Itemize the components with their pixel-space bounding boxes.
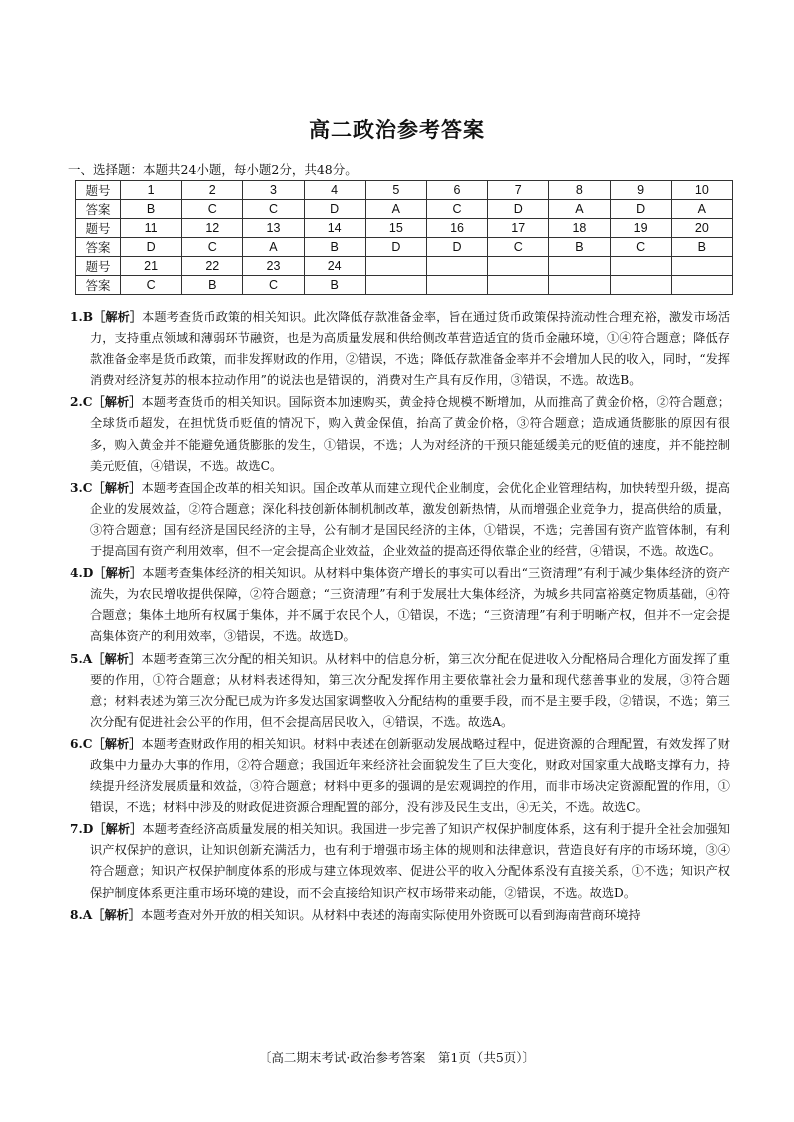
row-label: 答案 bbox=[76, 238, 121, 257]
table-cell: D bbox=[121, 238, 182, 257]
question-label: 3.C［解析］ bbox=[70, 480, 142, 495]
table-cell: B bbox=[671, 238, 732, 257]
table-cell: B bbox=[121, 200, 182, 219]
table-cell bbox=[671, 257, 732, 276]
table-cell: 5 bbox=[365, 181, 426, 200]
explanation-item bbox=[70, 392, 730, 476]
explanation-item bbox=[70, 819, 730, 903]
row-label: 答案 bbox=[76, 200, 121, 219]
table-cell: C bbox=[182, 238, 243, 257]
table-cell: 11 bbox=[121, 219, 182, 238]
table-cell: C bbox=[121, 276, 182, 295]
table-cell: B bbox=[304, 238, 365, 257]
table-cell bbox=[488, 257, 549, 276]
question-label: 7.D［解析］ bbox=[70, 822, 143, 837]
row-label: 题号 bbox=[76, 257, 121, 276]
table-cell bbox=[365, 276, 426, 295]
table-cell: 22 bbox=[182, 257, 243, 276]
table-cell: A bbox=[365, 200, 426, 219]
table-cell: 21 bbox=[121, 257, 182, 276]
row-label: 答案 bbox=[76, 276, 121, 295]
explanation-text: 本题考查财政作用的相关知识。材料中表述在创新驱动发展战略过程中，促进资源的合理配置，有效发挥了财政集中力量办大事的作用，②符合题意；我国近年来经济社会面貌发生了巨大变化，财政对国家重大战略支撑有力，持续提升经济发展质量和效益，③符合题意；材料中更多的强调的是宏观调控的作用，而非市场决定资源配置的作用，①错误，不选；材料中涉及的财政促进资源合理配置的部分，没有涉及民生支出，④无关，不选。故选C。 bbox=[90, 736, 730, 815]
table-cell: C bbox=[488, 238, 549, 257]
table-cell: 24 bbox=[304, 257, 365, 276]
table-cell: 23 bbox=[243, 257, 304, 276]
explanation-item bbox=[70, 649, 730, 733]
table-cell: 8 bbox=[549, 181, 610, 200]
table-cell: C bbox=[243, 276, 304, 295]
table-cell: 18 bbox=[549, 219, 610, 238]
explanation-text: 本题考查第三次分配的相关知识。从材料中的信息分析，第三次分配在促进收入分配格局合理化方面发挥了重要的作用，①符合题意；从材料表述得知，第三次分配发挥作用主要依靠社会力量和现代慈善事业的发展，③符合题意；材料表述为第三次分配已成为许多发达国家调整收入分配结构的重要手段，而不是主要手段，②错误，不选；第三次分配有促进社会公平的作用，但不会提高居民收入，④错误，不选。故选A。 bbox=[90, 651, 730, 729]
explanations bbox=[70, 307, 730, 927]
explanation-item bbox=[70, 563, 730, 647]
explanation-item bbox=[70, 307, 730, 391]
table-cell bbox=[426, 257, 487, 276]
table-row bbox=[76, 257, 733, 276]
table-cell: D bbox=[426, 238, 487, 257]
table-cell: C bbox=[426, 200, 487, 219]
table-cell: 19 bbox=[610, 219, 671, 238]
table-cell: 7 bbox=[488, 181, 549, 200]
table-cell: 14 bbox=[304, 219, 365, 238]
table-cell: 1 bbox=[121, 181, 182, 200]
table-cell: C bbox=[610, 238, 671, 257]
table-row bbox=[76, 219, 733, 238]
question-label: 8.A［解析］ bbox=[70, 907, 141, 922]
row-label: 题号 bbox=[76, 219, 121, 238]
table-cell: B bbox=[182, 276, 243, 295]
table-cell: D bbox=[610, 200, 671, 219]
table-cell bbox=[488, 276, 549, 295]
table-cell: C bbox=[182, 200, 243, 219]
explanation-text: 本题考查货币政策的相关知识。此次降低存款准备金率，旨在通过货币政策保持流动性合理充裕，激发市场活力，支持重点领域和薄弱环节融资，也是为高质量发展和供给侧改革营造适宜的货币金融环境，①④符合题意；降低存款准备金率是货币政策，而非发挥财政的作用，②错误，不选；降低存款准备金率并不会增加人民的收入，同时，“发挥消费对经济复苏的根本拉动作用”的说法也是错误的，消费对生产具有反作用，③错误，不选。故选B。 bbox=[90, 310, 731, 388]
table-cell: A bbox=[549, 200, 610, 219]
answer-table bbox=[75, 180, 733, 295]
question-label: 5.A［解析］ bbox=[70, 651, 142, 666]
explanation-text: 本题考查对外开放的相关知识。从材料中表述的海南实际使用外资既可以看到海南营商环境持 bbox=[140, 907, 641, 922]
table-cell: B bbox=[304, 276, 365, 295]
table-cell: 2 bbox=[182, 181, 243, 200]
explanation-text: 本题考查货币的相关知识。国际资本加速购买，黄金持仓规模不断增加，从而推高了黄金价格，②符合题意；全球货币超发，在担忧货币贬值的情况下，购入黄金保值，抬高了黄金价格，③符合题意；造成通货膨胀的原因有很多，购入黄金并不能避免通货膨胀的发生，①错误，不选；人为对经济的干预只能延缓美元的贬值的速度，并不能控制美元贬值，④错误，不选。故选C。 bbox=[90, 395, 730, 473]
table-cell: D bbox=[304, 200, 365, 219]
table-row bbox=[76, 181, 733, 200]
table-cell: A bbox=[243, 238, 304, 257]
table-row bbox=[76, 200, 733, 219]
table-cell bbox=[365, 257, 426, 276]
explanation-item bbox=[70, 905, 730, 926]
explanation-item bbox=[70, 734, 730, 818]
table-cell: 3 bbox=[243, 181, 304, 200]
table-cell: 16 bbox=[426, 219, 487, 238]
question-label: 1.B［解析］ bbox=[70, 310, 143, 324]
table-cell: 20 bbox=[671, 219, 732, 238]
table-cell: 15 bbox=[365, 219, 426, 238]
table-row bbox=[76, 238, 733, 257]
page-title: 高二政治参考答案 bbox=[309, 118, 485, 142]
question-label: 4.D［解析］ bbox=[70, 566, 143, 581]
table-cell: A bbox=[671, 200, 732, 219]
table-cell bbox=[610, 276, 671, 295]
table-cell: 4 bbox=[304, 181, 365, 200]
question-label: 6.C［解析］ bbox=[70, 736, 142, 751]
row-label: 题号 bbox=[76, 181, 121, 200]
table-cell: 6 bbox=[426, 181, 487, 200]
table-row bbox=[76, 276, 733, 295]
explanation-item bbox=[70, 478, 730, 562]
explanation-text: 本题考查经济高质量发展的相关知识。我国进一步完善了知识产权保护制度体系，这有利于提升全社会加强知识产权保护的意识，让知识创新充满活力，也有利于增强市场主体的规则和法律意识，营造良好有序的市场环境，③④符合题意；知识产权保护制度体系的形成与建立体现效率、促进公平的收入分配体系没有直接关系，①不选；知识产权保护制度体系更注重市场环境的建设，而不会直接给知识产权市场带来动能，②错误，不选。故选D。 bbox=[90, 822, 730, 900]
table-cell bbox=[549, 257, 610, 276]
table-cell bbox=[549, 276, 610, 295]
table-cell bbox=[671, 276, 732, 295]
table-cell: B bbox=[549, 238, 610, 257]
table-cell: 13 bbox=[243, 219, 304, 238]
explanation-text: 本题考查国企改革的相关知识。国企改革从而建立现代企业制度，会优化企业管理结构，加快转型升级，提高企业的发展效益，②符合题意；深化科技创新体制机制改革，激发创新热情，从而增强企业竞争力，提高供给的质量，③符合题意；国有经济是国民经济的主导，公有制才是国民经济的主体，①错误，不选；完善国有资产监管体制，有利于提高国有资产利用效率，但不一定会提高企业效益，企业效益的提高还得依靠企业的经营，④错误，不选。故选C。 bbox=[90, 480, 730, 559]
table-cell: 12 bbox=[182, 219, 243, 238]
page-footer: 〔高二期末考试·政治参考答案 第1页（共5页）〕 bbox=[258, 1050, 536, 1065]
table-cell bbox=[426, 276, 487, 295]
table-cell: C bbox=[243, 200, 304, 219]
question-label: 2.C［解析］ bbox=[70, 395, 142, 410]
table-cell: 9 bbox=[610, 181, 671, 200]
section-heading: 一、选择题：本题共24小题，每小题2分，共48分。 bbox=[68, 162, 358, 177]
explanation-text: 本题考查集体经济的相关知识。从材料中集体资产增长的事实可以看出“三资清理”有利于减少集体经济的资产流失，为农民增收提供保障，②符合题意；“三资清理”有利于发展壮大集体经济，为城乡共同富裕奠定物质基础，④符合题意；集体土地所有权属于集体，并不属于农民个人，①错误，不选；“三资清理”有利于明晰产权，但并不一定会提高集体资产的利用效率，③错误，不选。故选D。 bbox=[90, 566, 730, 644]
table-cell: D bbox=[488, 200, 549, 219]
table-cell: 17 bbox=[488, 219, 549, 238]
table-cell: 10 bbox=[671, 181, 732, 200]
table-cell: D bbox=[365, 238, 426, 257]
table-cell bbox=[610, 257, 671, 276]
